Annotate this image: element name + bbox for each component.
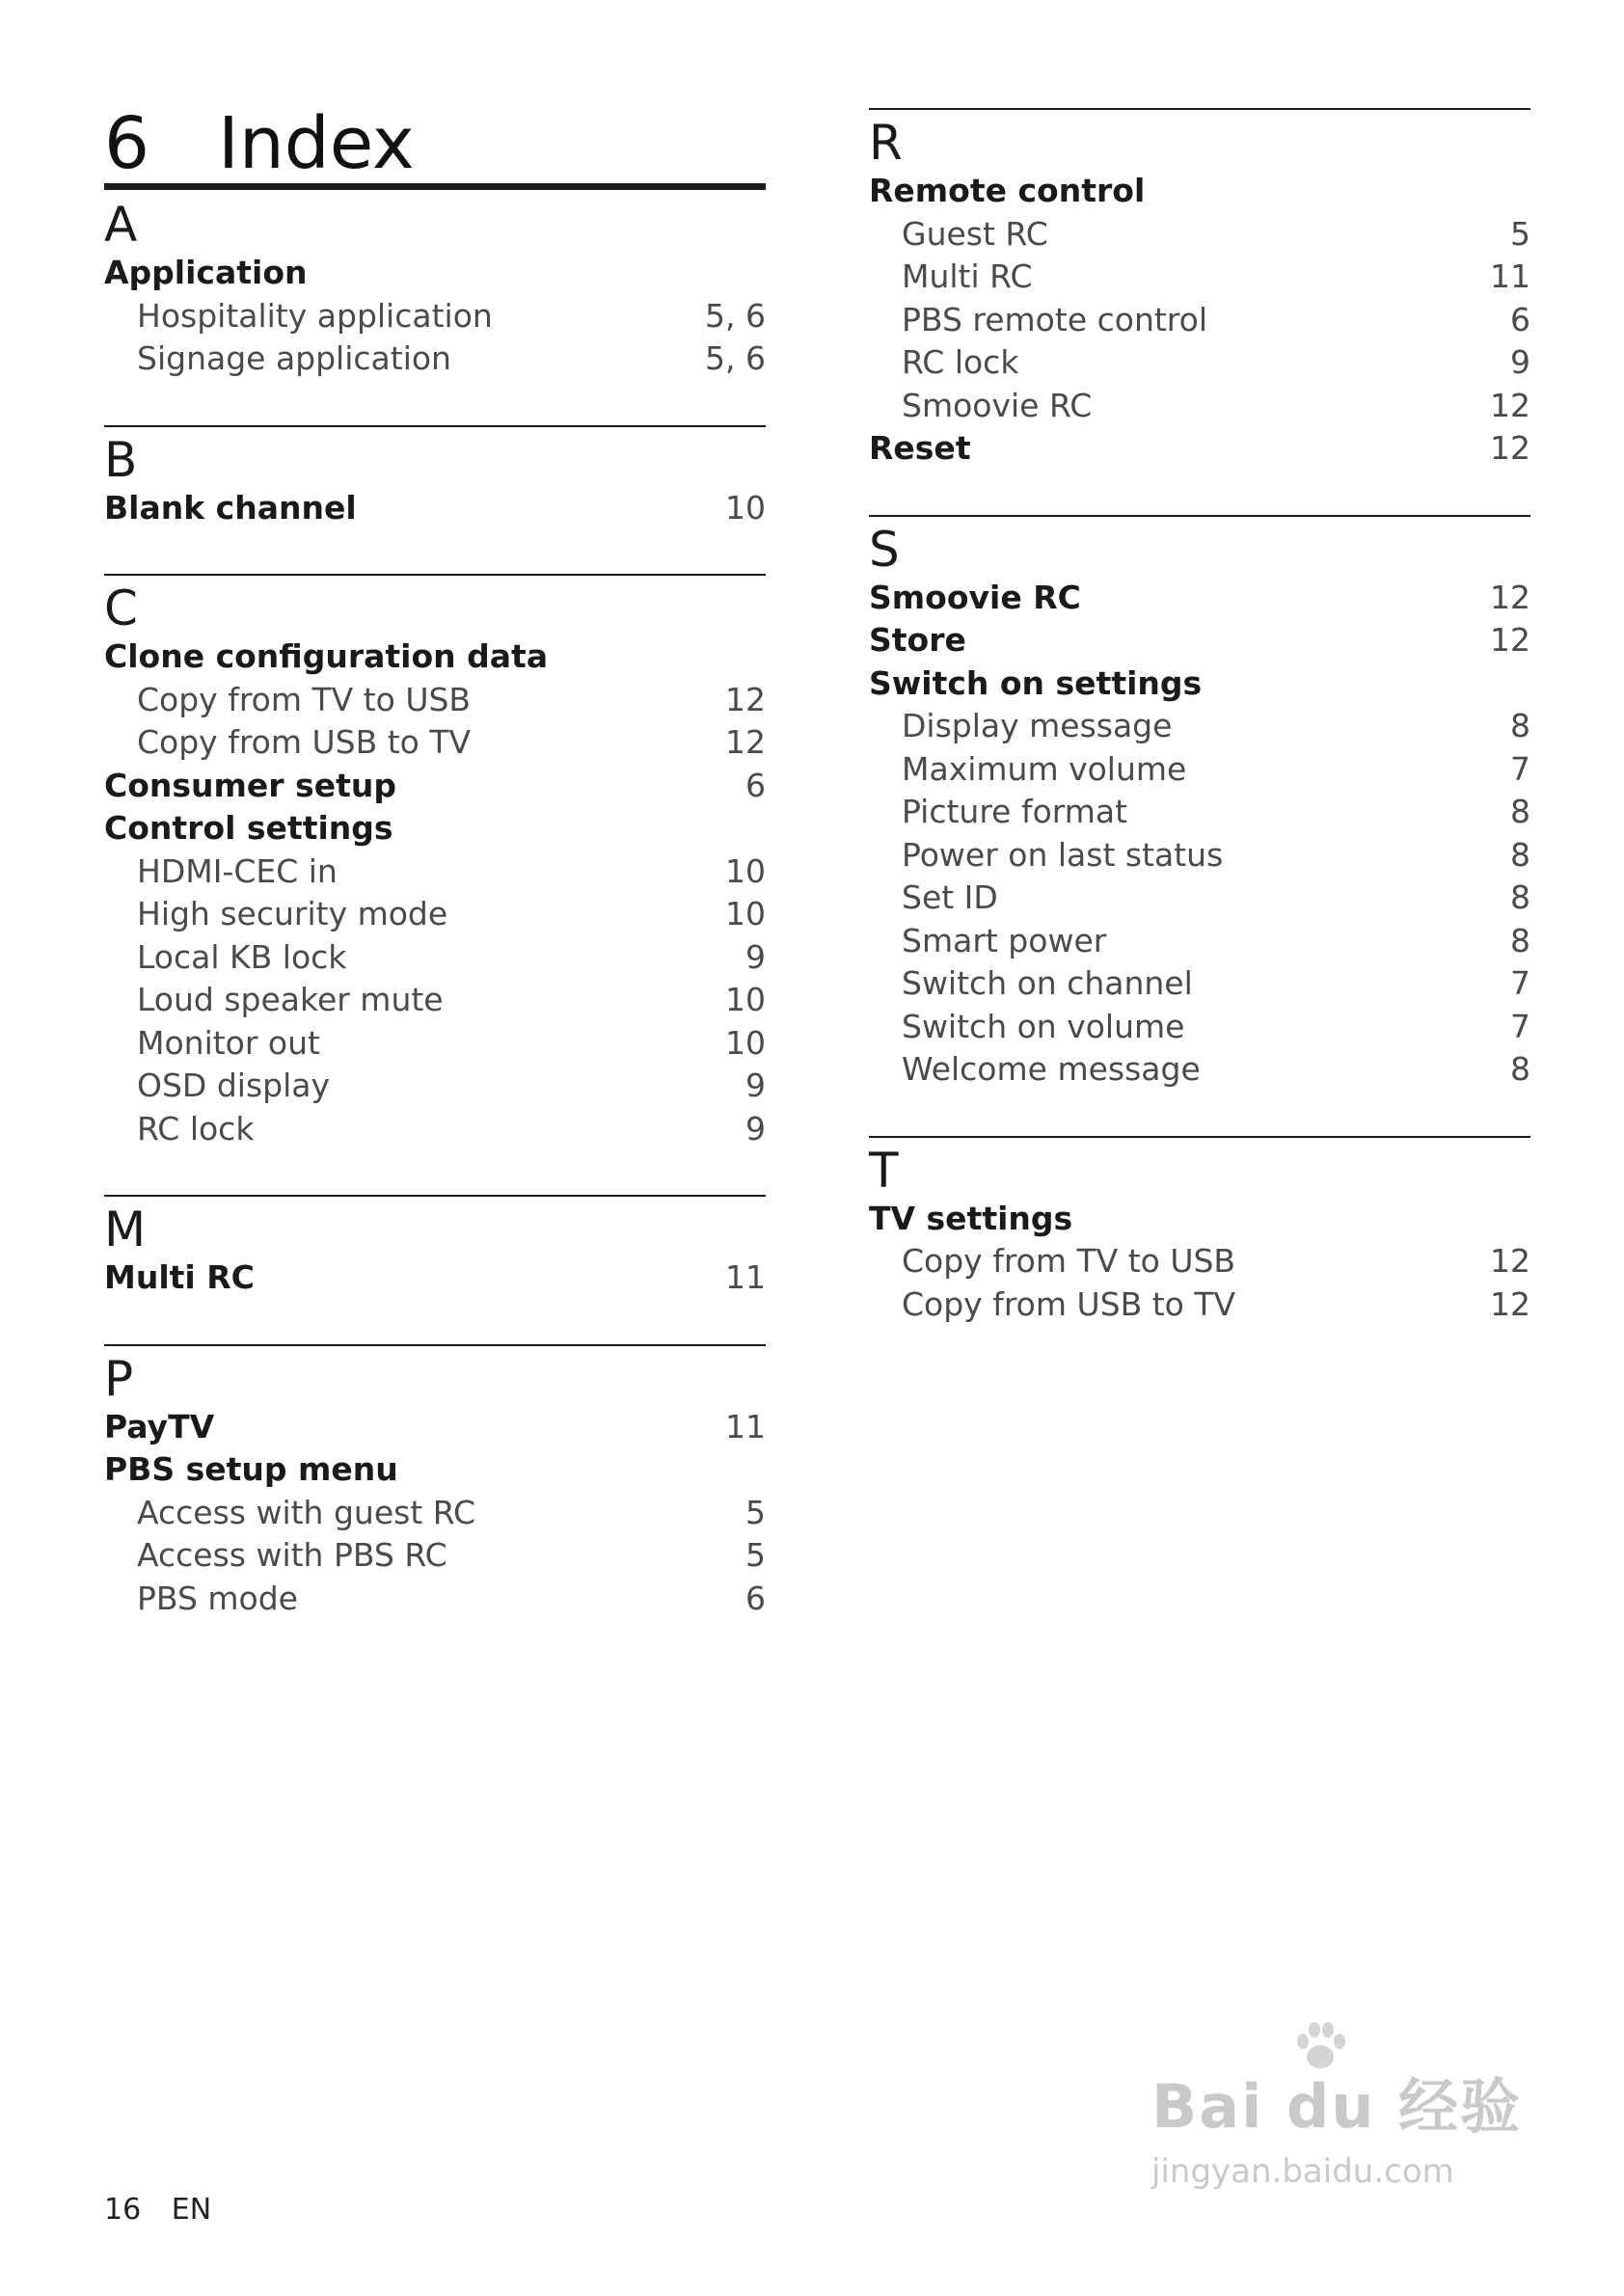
entry-label: Clone configuration data <box>104 637 549 675</box>
entry-label: Picture format <box>902 793 1128 830</box>
section-letter: T <box>869 1142 899 1199</box>
entry-label: Copy from USB to TV <box>137 723 472 761</box>
entry-label: RC lock <box>137 1109 255 1148</box>
entry-label: Guest RC <box>902 214 1048 253</box>
index-entry <box>104 807 766 851</box>
entry-label: TV settings <box>869 1199 1073 1237</box>
watermark-url: jingyan.baidu.com <box>1151 2152 1454 2191</box>
index-section-p <box>104 1344 766 1621</box>
entry-pages: 8 <box>1510 707 1530 744</box>
index-entry <box>104 1406 766 1449</box>
section-letter: A <box>104 197 138 253</box>
entry-pages: 12 <box>1490 429 1530 467</box>
index-section-a <box>104 183 766 381</box>
entry-pages: 10 <box>725 488 766 527</box>
index-section-r <box>869 108 1530 471</box>
entry-label: Loud speaker mute <box>137 981 444 1018</box>
page-footer <box>104 2193 211 2227</box>
entry-pages: 7 <box>1510 964 1530 1002</box>
index-subentry <box>869 385 1530 428</box>
index-subentry <box>104 1108 766 1151</box>
entry-pages: 8 <box>1510 835 1530 874</box>
entry-label: Copy from TV to USB <box>902 1242 1236 1280</box>
index-section-t <box>869 1136 1530 1327</box>
entry-label: Multi RC <box>104 1258 255 1296</box>
entry-label: OSD display <box>137 1067 330 1104</box>
entry-label: Application <box>104 254 308 291</box>
index-subentry <box>104 979 766 1022</box>
section-letter: R <box>869 115 903 171</box>
index-section-c <box>104 574 766 1150</box>
index-subentry <box>869 213 1530 257</box>
entry-label: Set ID <box>902 878 998 916</box>
entry-pages: 5, 6 <box>705 339 766 377</box>
chapter-title <box>104 102 415 185</box>
section-letter: B <box>104 431 138 488</box>
chapter-number: 6 <box>104 102 150 185</box>
entry-pages: 12 <box>1490 1242 1530 1280</box>
index-subentry <box>869 920 1530 963</box>
index-entry <box>869 170 1530 213</box>
index-subentry <box>104 721 766 765</box>
entry-pages: 10 <box>725 1023 766 1062</box>
entry-pages: 9 <box>745 1067 766 1104</box>
index-entry <box>104 1256 766 1300</box>
index-subentry <box>869 962 1530 1006</box>
index-entry <box>869 577 1530 620</box>
entry-label: Copy from USB to TV <box>902 1284 1236 1323</box>
entry-pages: 10 <box>725 851 766 890</box>
index-right-column <box>869 108 1530 1326</box>
entry-pages: 12 <box>1490 578 1530 616</box>
section-letter: S <box>869 521 900 578</box>
index-subentry <box>104 1578 766 1621</box>
index-subentry <box>104 893 766 936</box>
index-subentry <box>869 834 1530 878</box>
entry-label: Power on last status <box>902 835 1224 874</box>
entry-pages: 9 <box>745 937 766 976</box>
entry-label: Access with guest RC <box>137 1493 476 1531</box>
page-number: 16 <box>104 2193 142 2227</box>
entry-label: Reset <box>869 429 971 467</box>
section-letter: P <box>104 1350 134 1407</box>
entry-pages: 8 <box>1510 793 1530 830</box>
entry-pages: 8 <box>1510 921 1530 959</box>
index-section-m <box>104 1195 766 1300</box>
index-subentry <box>104 1534 766 1578</box>
entry-label: Maximum volume <box>902 749 1187 788</box>
entry-label: Display message <box>902 707 1173 744</box>
entry-label: Smoovie RC <box>869 578 1081 616</box>
entry-label: HDMI-CEC in <box>137 851 338 890</box>
entry-pages: 11 <box>725 1258 766 1296</box>
entry-label: Switch on settings <box>869 663 1203 702</box>
entry-label: Signage application <box>137 339 451 377</box>
entry-label: PBS setup menu <box>104 1450 398 1488</box>
index-subentry <box>869 748 1530 792</box>
index-subentry <box>104 851 766 894</box>
entry-label: Local KB lock <box>137 937 347 976</box>
entry-label: Multi RC <box>902 257 1033 295</box>
index-entry <box>869 427 1530 471</box>
entry-label: Remote control <box>869 172 1146 209</box>
watermark-brand: Bai du 经验 <box>1151 2071 1523 2142</box>
index-entry <box>869 662 1530 706</box>
entry-label: Control settings <box>104 809 393 847</box>
index-subentry <box>104 295 766 338</box>
section-letter: C <box>104 581 138 636</box>
language-code: EN <box>171 2193 212 2227</box>
index-subentry <box>869 705 1530 748</box>
entry-pages: 12 <box>725 723 766 761</box>
index-subentry <box>104 1022 766 1066</box>
entry-pages: 7 <box>1510 1007 1530 1045</box>
entry-label: Monitor out <box>137 1023 320 1062</box>
entry-label: Switch on volume <box>902 1007 1185 1045</box>
entry-label: Copy from TV to USB <box>137 680 472 718</box>
index-subentry <box>869 256 1530 299</box>
index-entry <box>104 487 766 530</box>
index-subentry <box>869 299 1530 342</box>
index-entry <box>104 635 766 679</box>
section-letter: M <box>104 1202 147 1257</box>
entry-pages: 6 <box>745 766 766 804</box>
index-subentry <box>869 877 1530 920</box>
entry-label: Smart power <box>902 921 1107 959</box>
entry-label: PayTV <box>104 1407 215 1445</box>
entry-pages: 12 <box>1490 386 1530 424</box>
index-section-s <box>869 515 1530 1092</box>
entry-pages: 10 <box>725 895 766 932</box>
index-subentry <box>869 1283 1530 1327</box>
entry-label: Access with PBS RC <box>137 1536 447 1574</box>
entry-pages: 11 <box>725 1407 766 1445</box>
entry-label: High security mode <box>137 895 448 932</box>
chapter-name: Index <box>218 102 415 185</box>
entry-pages: 8 <box>1510 878 1530 916</box>
index-entry <box>104 765 766 808</box>
entry-pages: 5 <box>1510 214 1530 253</box>
entry-pages: 12 <box>1490 621 1530 659</box>
entry-pages: 12 <box>1490 1284 1530 1323</box>
entry-label: PBS mode <box>137 1579 298 1617</box>
paw-icon <box>1291 2020 1349 2073</box>
index-entry <box>104 1448 766 1492</box>
entry-label: Smoovie RC <box>902 386 1093 424</box>
entry-pages: 9 <box>1510 343 1530 381</box>
index-entry <box>869 619 1530 662</box>
index-subentry <box>869 1240 1530 1283</box>
index-subentry <box>869 341 1530 385</box>
entry-label: Hospitality application <box>137 296 493 335</box>
entry-label: PBS remote control <box>902 300 1207 338</box>
watermark <box>1151 2059 1522 2191</box>
index-subentry <box>869 1006 1530 1049</box>
entry-pages: 7 <box>1510 749 1530 788</box>
entry-pages: 8 <box>1510 1050 1530 1088</box>
entry-label: Welcome message <box>902 1050 1201 1088</box>
entry-pages: 6 <box>1510 300 1530 338</box>
entry-pages: 10 <box>725 981 766 1018</box>
index-entry <box>104 252 766 295</box>
index-subentry <box>869 1048 1530 1092</box>
entry-label: RC lock <box>902 343 1019 381</box>
entry-pages: 5 <box>745 1536 766 1574</box>
index-subentry <box>104 679 766 722</box>
entry-label: Consumer setup <box>104 766 396 804</box>
entry-pages: 5, 6 <box>705 296 766 335</box>
entry-pages: 5 <box>745 1493 766 1531</box>
entry-label: Store <box>869 621 966 659</box>
entry-pages: 12 <box>725 680 766 718</box>
index-subentry <box>104 1065 766 1108</box>
index-left-column <box>104 183 766 1620</box>
entry-label: Blank channel <box>104 488 357 527</box>
entry-pages: 11 <box>1490 257 1530 295</box>
entry-pages: 6 <box>745 1579 766 1617</box>
index-section-b <box>104 425 766 530</box>
entry-pages: 9 <box>745 1109 766 1148</box>
index-subentry <box>869 791 1530 834</box>
index-subentry <box>104 338 766 381</box>
entry-label: Switch on channel <box>902 964 1193 1002</box>
index-subentry <box>104 1492 766 1535</box>
index-subentry <box>104 936 766 980</box>
index-entry <box>869 1198 1530 1241</box>
